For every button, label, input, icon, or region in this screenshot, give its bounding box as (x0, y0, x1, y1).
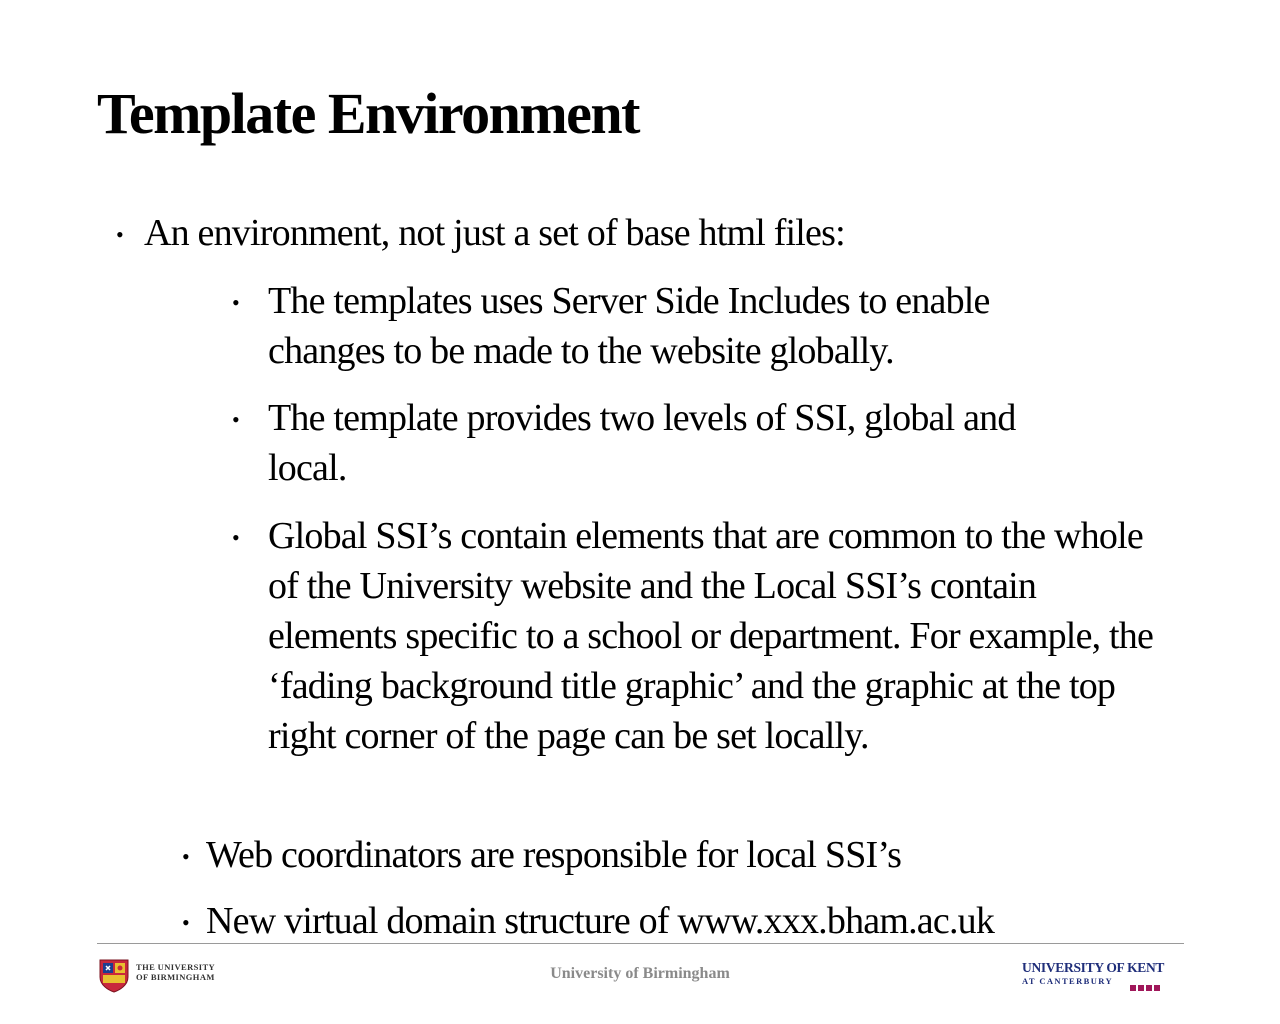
bullet-dot-icon: • (232, 407, 240, 432)
bullet-dot-icon: • (182, 910, 190, 935)
birmingham-logo-text: THE UNIVERSITY OF BIRMINGHAM (136, 962, 216, 982)
bullet-dot-icon: • (182, 844, 190, 869)
bullet-text: An environment, not just a set of base html files: (144, 212, 845, 254)
sub-bullet-text: Global SSI’s contain elements that are common to the whole of the University website and the Local SSI’s contain elements specific to a school or department. For example, the ‘fading background title graphic’ and the graphic at the top right corner of the page can be set locally. (268, 515, 1154, 757)
bullet-text: Web coordinators are responsible for local SSI’s (206, 834, 902, 876)
bullet-text: New virtual domain structure of www.xxx.bham.ac.uk (206, 900, 995, 942)
university-of-kent-logo (1022, 960, 1167, 990)
bullet-dot-icon: • (232, 525, 240, 550)
slide-title: Template Environment (97, 81, 639, 146)
bullet-dot-icon: • (116, 222, 124, 247)
sub-bullet-text: The template provides two levels of SSI, global and local. (268, 397, 1016, 489)
kent-logo-squares (1130, 978, 1162, 996)
footer-institution-text: University of Birmingham (550, 965, 730, 982)
bullet-dot-icon: • (232, 290, 240, 315)
kent-logo-line1: UNIVERSITY OF KENT (1022, 960, 1165, 975)
sub-bullet-text: The templates uses Server Side Includes to enable changes to be made to the website globally. (268, 280, 990, 372)
kent-logo-line2: AT CANTERBURY (1022, 976, 1114, 986)
footer-divider (97, 943, 1184, 944)
